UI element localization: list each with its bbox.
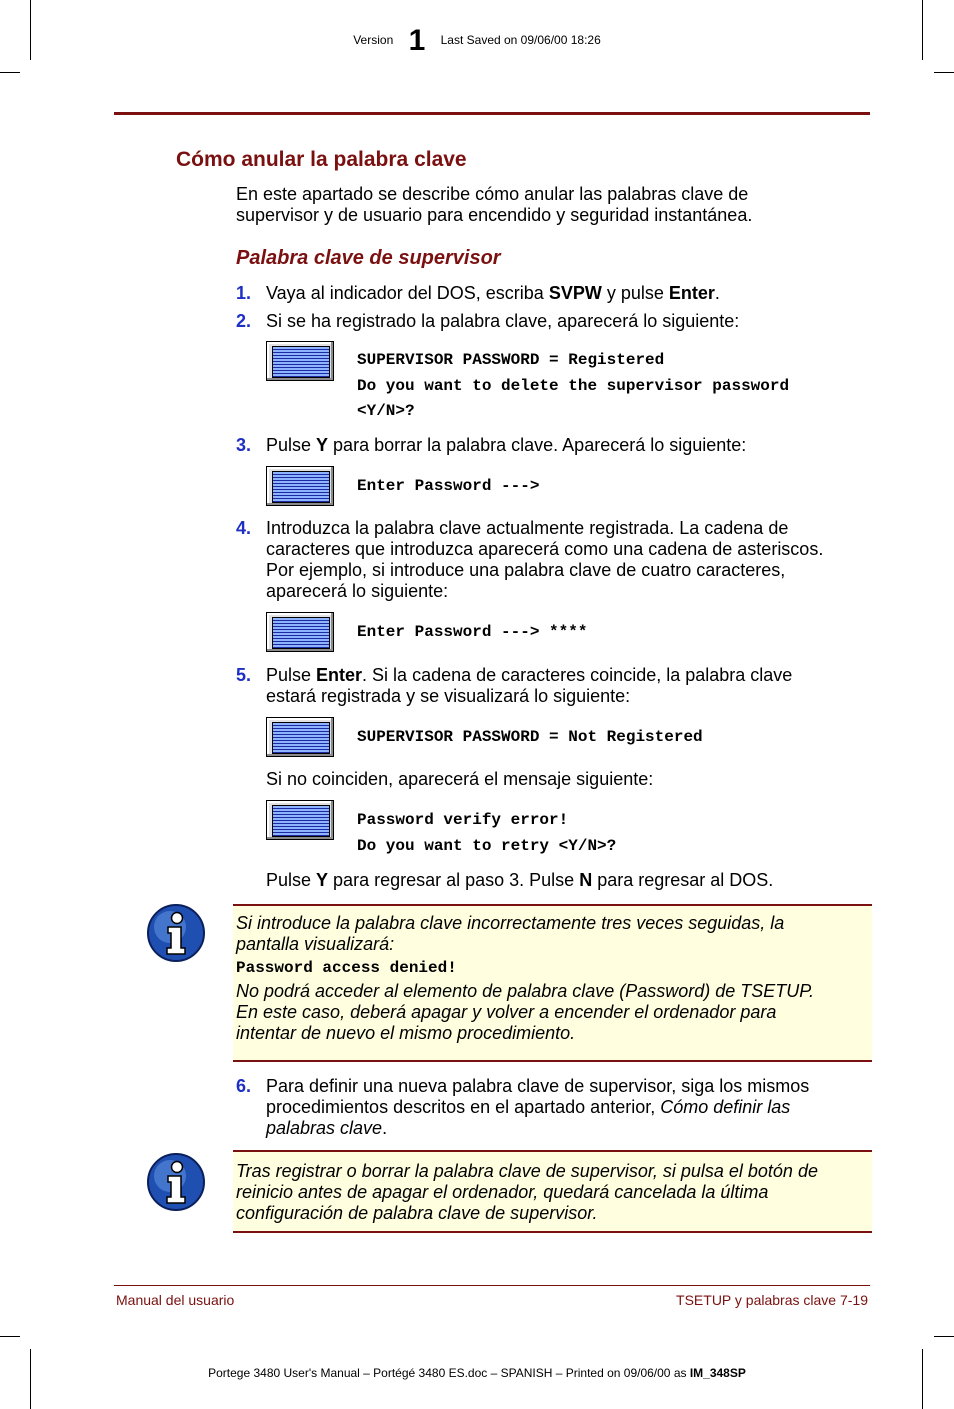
step-text: Pulse Enter. Si la cadena de caracteres coincide, la palabra clave estará registrada y se visualizará lo siguiente: — [266, 665, 793, 706]
step-text: Introduzca la palabra clave actualmente registrada. La cadena de caracteres que introduzca aparecerá como una cadena de asteriscos. Por ejemplo, si introduce una palabra clave de cuatro caracteres, aparecerá lo siguiente: — [266, 518, 824, 601]
screen-output: Enter Password ---> — [357, 477, 540, 495]
footer-rule — [114, 1285, 870, 1286]
note-code: Password access denied! — [236, 959, 457, 977]
note-line: intentar de nuevo el mismo procedimiento. — [236, 1023, 576, 1043]
info-icon — [146, 1152, 206, 1212]
footer-left: Manual del usuario — [116, 1292, 235, 1308]
header-rule — [114, 112, 870, 115]
screen-output: SUPERVISOR PASSWORD = Not Registered — [357, 728, 703, 746]
screen-output: Enter Password ---> **** — [357, 623, 588, 641]
note-line: No podrá acceder al elemento de palabra clave (Password) de TSETUP. — [236, 981, 814, 1001]
step-number: 5. — [236, 665, 252, 685]
print-info: Portege 3480 User's Manual – Portégé 3480 ES.doc – SPANISH – Printed on 09/06/00 as IM_348SP — [208, 1366, 746, 1380]
info-icon — [146, 903, 206, 963]
version-label: Version — [353, 33, 394, 47]
note-line: reinicio antes de apagar el ordenador, quedará cancelada la última — [236, 1182, 769, 1202]
crop-mark — [0, 1336, 20, 1337]
retry-text: Pulse Y para regresar al paso 3. Pulse N para regresar al DOS. — [266, 870, 774, 890]
step-text: Si se ha registrado la palabra clave, aparecerá lo siguiente: — [266, 311, 740, 331]
step-number: 3. — [236, 435, 252, 455]
note-line: Si introduce la palabra clave incorrectamente tres veces seguidas, la — [236, 913, 785, 933]
intro-line: supervisor y de usuario para encendido y seguridad instantánea. — [236, 205, 753, 225]
subsection-title: Palabra clave de supervisor — [236, 247, 501, 269]
step-number: 4. — [236, 518, 252, 538]
note-line: pantalla visualizará: — [236, 934, 395, 954]
note-box — [233, 904, 872, 1062]
intro-paragraph — [236, 184, 752, 226]
intro-line: En este apartado se describe cómo anular las palabras clave de — [236, 184, 749, 204]
note-line: configuración de palabra clave de supervisor. — [236, 1203, 598, 1223]
footer-right: TSETUP y palabras clave 7-19 — [676, 1292, 868, 1308]
screen-icon — [266, 341, 334, 381]
screen-icon — [266, 612, 334, 652]
section-title: Cómo anular la palabra clave — [176, 148, 467, 171]
note-line: En este caso, deberá apagar y volver a encender el ordenador para — [236, 1002, 777, 1022]
crop-mark — [934, 72, 954, 73]
screen-output: Password verify error! Do you want to retry <Y/N>? — [357, 811, 617, 855]
page-header — [0, 24, 954, 58]
step-number: 6. — [236, 1076, 252, 1096]
screen-icon — [266, 466, 334, 506]
last-saved: Last Saved on 09/06/00 18:26 — [440, 33, 601, 47]
note-line: Tras registrar o borrar la palabra clave de supervisor, si pulsa el botón de — [236, 1161, 818, 1181]
step-number: 1. — [236, 283, 252, 303]
screen-icon — [266, 717, 334, 757]
step-number: 2. — [236, 311, 252, 331]
crop-mark — [934, 1336, 954, 1337]
step-text: Vaya al indicador del DOS, escriba SVPW y pulse Enter. — [266, 283, 720, 303]
crop-mark — [0, 72, 20, 73]
note-box — [233, 1150, 872, 1233]
screen-output: SUPERVISOR PASSWORD = Registered Do you want to delete the supervisor password <Y/N>? — [357, 351, 790, 420]
version-number: 1 — [408, 24, 426, 57]
step-text: Para definir una nueva palabra clave de supervisor, siga los mismos procedimientos descritos en el apartado anterior, Cómo definir las palabras clave. — [266, 1076, 810, 1138]
mismatch-text: Si no coinciden, aparecerá el mensaje siguiente: — [266, 769, 654, 789]
step-text: Pulse Y para borrar la palabra clave. Aparecerá lo siguiente: — [266, 435, 747, 455]
screen-icon — [266, 800, 334, 840]
